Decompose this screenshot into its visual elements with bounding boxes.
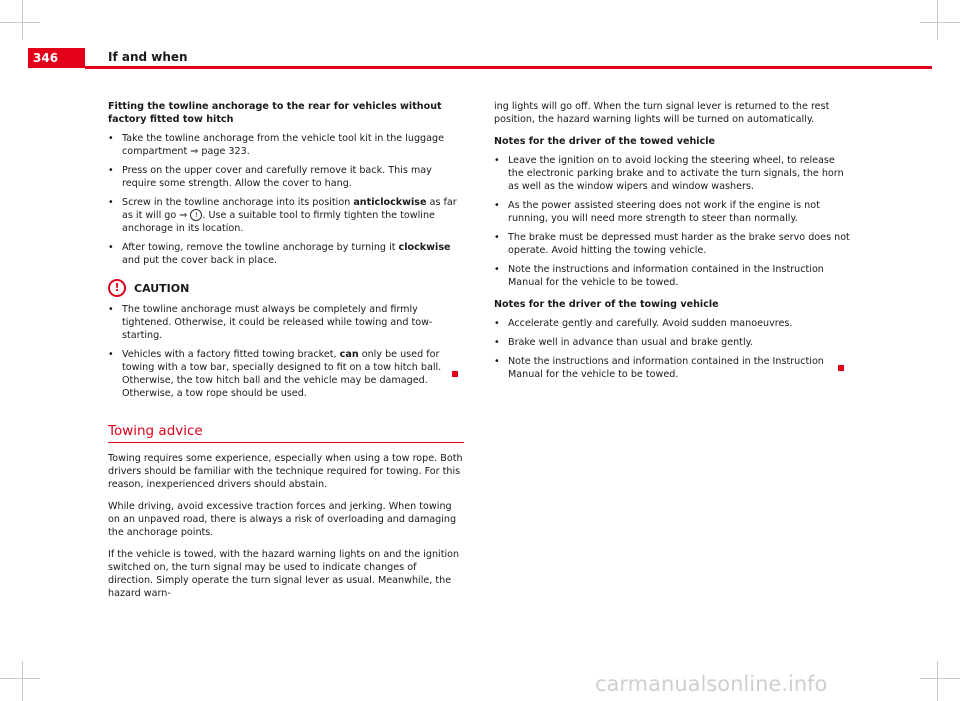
bullet-icon: •: [108, 304, 114, 315]
list-item: [494, 199, 850, 225]
bullet-icon: •: [108, 242, 114, 253]
crop-mark: [937, 661, 938, 701]
list-item: [494, 231, 850, 257]
crop-mark: [22, 661, 23, 701]
bullet-icon: •: [494, 337, 500, 348]
header-rule: [85, 66, 932, 69]
list-item: [494, 263, 850, 289]
caution-label: CAUTION: [134, 281, 190, 295]
list-item: [108, 348, 464, 400]
bullet-icon: •: [108, 197, 114, 208]
chapter-title: If and when: [108, 50, 188, 64]
list-item: [494, 317, 850, 330]
list-item: [108, 303, 464, 342]
crop-mark: [920, 22, 960, 23]
subheading: Notes for the driver of the towed vehicle: [494, 136, 716, 147]
note-text: The brake must be depressed must harder as the brake servo does not operate. Avoid hitting the towing vehicle.: [508, 232, 850, 256]
list-item: [108, 132, 464, 158]
list-item: [108, 164, 464, 190]
paragraph: Towing requires some experience, especially when using a tow rope. Both drivers should be familiar with the technique required for towing. For this reason, inexperienced drivers should abstain.: [108, 453, 463, 490]
caution-text: Vehicles with a factory fitted towing bracket, can only be used for towing with a tow bar, specially designed to fit on a tow hitch ball. Otherwise, the tow hitch ball and the vehicle may be damaged. Otherwise, a tow rope should be used.: [122, 349, 442, 399]
page-number: 346: [28, 48, 85, 68]
subheading: Notes for the driver of the towing vehicle: [494, 299, 719, 310]
bullet-icon: •: [494, 356, 500, 367]
bullet-icon: •: [494, 318, 500, 329]
caution-ref-icon[interactable]: !: [190, 209, 202, 221]
bullet-icon: •: [494, 155, 500, 166]
section-title: Towing advice: [108, 423, 203, 439]
crop-mark: [22, 0, 23, 40]
section-heading: [108, 420, 464, 443]
crop-mark: [920, 678, 960, 679]
note-text: Leave the ignition on to avoid locking the steering wheel, to release the electronic parking brake and to activate the turn signals, the horn as well as the window wipers and window washers.: [508, 155, 844, 192]
list-item: [108, 196, 464, 235]
note-text: Note the instructions and information contained in the Instruction Manual for the vehicle to be towed.: [508, 356, 824, 380]
crop-mark: [937, 0, 938, 40]
end-mark-icon: [452, 371, 458, 377]
paragraph: While driving, avoid excessive traction forces and jerking. When towing on an unpaved road, there is always a risk of overloading and damaging the anchorage points.: [108, 501, 457, 538]
bullet-icon: •: [108, 165, 114, 176]
step-text: After towing, remove the towline anchorage by turning it clockwise and put the cover back in place.: [122, 242, 451, 266]
bullet-icon: •: [494, 232, 500, 243]
caution-text: The towline anchorage must always be completely and firmly tightened. Otherwise, it could be released while towing and tow-starting.: [122, 304, 433, 341]
note-text: Accelerate gently and carefully. Avoid sudden manoeuvres.: [508, 318, 793, 329]
left-column-lower: [108, 452, 464, 609]
end-mark-icon: [838, 365, 844, 371]
note-text: Brake well in advance than usual and brake gently.: [508, 337, 753, 348]
step-text: Take the towline anchorage from the vehicle tool kit in the luggage compartment ⇒ page 323.: [122, 133, 445, 157]
caution-icon: !: [108, 279, 126, 297]
watermark: carmanualsonline.info: [595, 672, 828, 696]
left-column: [108, 100, 464, 400]
crop-mark: [0, 678, 40, 679]
step-text: Press on the upper cover and carefully remove it back. This may require some strength. Allow the cover to hang.: [122, 165, 432, 189]
list-item: [108, 241, 464, 267]
note-text: Note the instructions and information contained in the Instruction Manual for the vehicle to be towed.: [508, 264, 824, 288]
list-item: [494, 154, 850, 193]
bullet-icon: •: [108, 349, 114, 360]
crop-mark: [0, 22, 40, 23]
list-item: [494, 355, 850, 381]
note-text: As the power assisted steering does not work if the engine is not running, you will need more strength to steer than normally.: [508, 200, 820, 224]
caution-header: [108, 279, 464, 297]
paragraph: If the vehicle is towed, with the hazard warning lights on and the ignition switched on, the turn signal may be used to indicate changes of direction. Simply operate the turn signal lever as usual. Meanwhile, the hazard warn-: [108, 549, 460, 599]
procedure-heading: Fitting the towline anchorage to the rear for vehicles without factory fitted tow hitch: [108, 101, 442, 125]
paragraph: ing lights will go off. When the turn signal lever is returned to the rest position, the hazard warning lights will be turned on automatically.: [494, 101, 830, 125]
list-item: [494, 336, 850, 349]
right-column: [494, 100, 850, 381]
bullet-icon: •: [494, 264, 500, 275]
step-text: Screw in the towline anchorage into its position anticlockwise as far as it will go ⇒ ! . Use a suitable tool to firmly tighten the towline anchorage in its location.: [122, 197, 457, 234]
bullet-icon: •: [494, 200, 500, 211]
bullet-icon: •: [108, 133, 114, 144]
